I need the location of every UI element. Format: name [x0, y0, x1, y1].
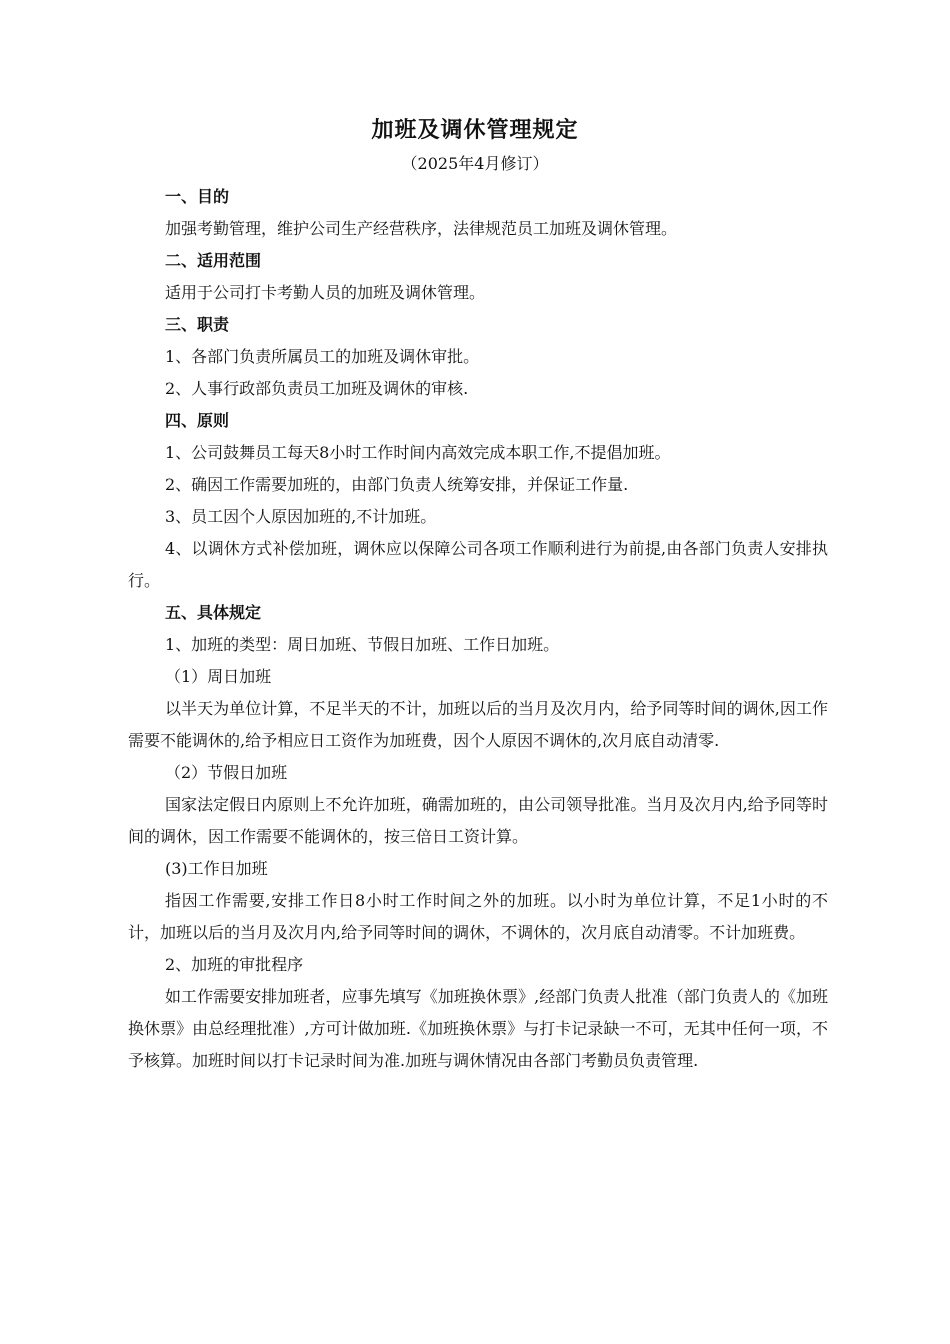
- section-heading-scope: 二、适用范围: [165, 251, 262, 270]
- list-item: 3、员工因个人原因加班的,不计加班。: [165, 507, 437, 526]
- page-title: 加班及调休管理规定: [371, 118, 579, 143]
- paragraph: 适用于公司打卡考勤人员的加班及调休管理。: [165, 283, 486, 302]
- list-item: 4、以调休方式补偿加班，调休应以保障公司各项工作顺利进行为前提,由各部门负责人安排执行。: [128, 539, 828, 590]
- list-item: 1、各部门负责所属员工的加班及调休审批。: [165, 347, 480, 366]
- revision-date: （2025年4月修订）: [401, 154, 549, 173]
- paragraph: 指因工作需要,安排工作日8小时工作时间之外的加班。以小时为单位计算，不足1小时的不计，加班以后的当月及次月内,给予同等时间的调休，不调休的，次月底自动清零。不计加班费。: [128, 891, 828, 942]
- list-item: 2、加班的审批程序: [165, 955, 304, 974]
- paragraph: 如工作需要安排加班者，应事先填写《加班换休票》,经部门负责人批准（部门负责人的《加班换休票》由总经理批准）,方可计做加班.《加班换休票》与打卡记录缺一不可，无其中任何一项，不予核算。加班时间以打卡记录时间为准.加班与调休情况由各部门考勤员负责管理.: [128, 987, 828, 1070]
- section-heading-purpose: 一、目的: [165, 187, 230, 206]
- list-item: 1、加班的类型：周日加班、节假日加班、工作日加班。: [165, 635, 560, 654]
- paragraph: 以半天为单位计算，不足半天的不计，加班以后的当月及次月内，给予同等时间的调休,因工作需要不能调休的,给予相应日工资作为加班费，因个人原因不调休的,次月底自动清零.: [128, 699, 828, 750]
- subheading-holiday: （2）节假日加班: [165, 763, 288, 782]
- document-body: [128, 181, 828, 1077]
- subheading-workday: (3)工作日加班: [165, 859, 268, 878]
- paragraph: 国家法定假日内原则上不允许加班，确需加班的，由公司领导批准。当月及次月内,给予同等时间的调休，因工作需要不能调休的，按三倍日工资计算。: [128, 795, 828, 846]
- list-item: 1、公司鼓舞员工每天8小时工作时间内高效完成本职工作,不提倡加班。: [165, 443, 671, 462]
- section-heading-rules: 五、具体规定: [165, 603, 262, 622]
- section-heading-principles: 四、原则: [165, 411, 230, 430]
- list-item: 2、确因工作需要加班的，由部门负责人统筹安排，并保证工作量.: [165, 475, 629, 494]
- paragraph: 加强考勤管理，维护公司生产经营秩序，法律规范员工加班及调休管理。: [165, 219, 678, 238]
- section-heading-duties: 三、职责: [165, 315, 230, 334]
- subheading-sunday: （1）周日加班: [165, 667, 272, 686]
- list-item: 2、人事行政部负责员工加班及调休的审核.: [165, 379, 469, 398]
